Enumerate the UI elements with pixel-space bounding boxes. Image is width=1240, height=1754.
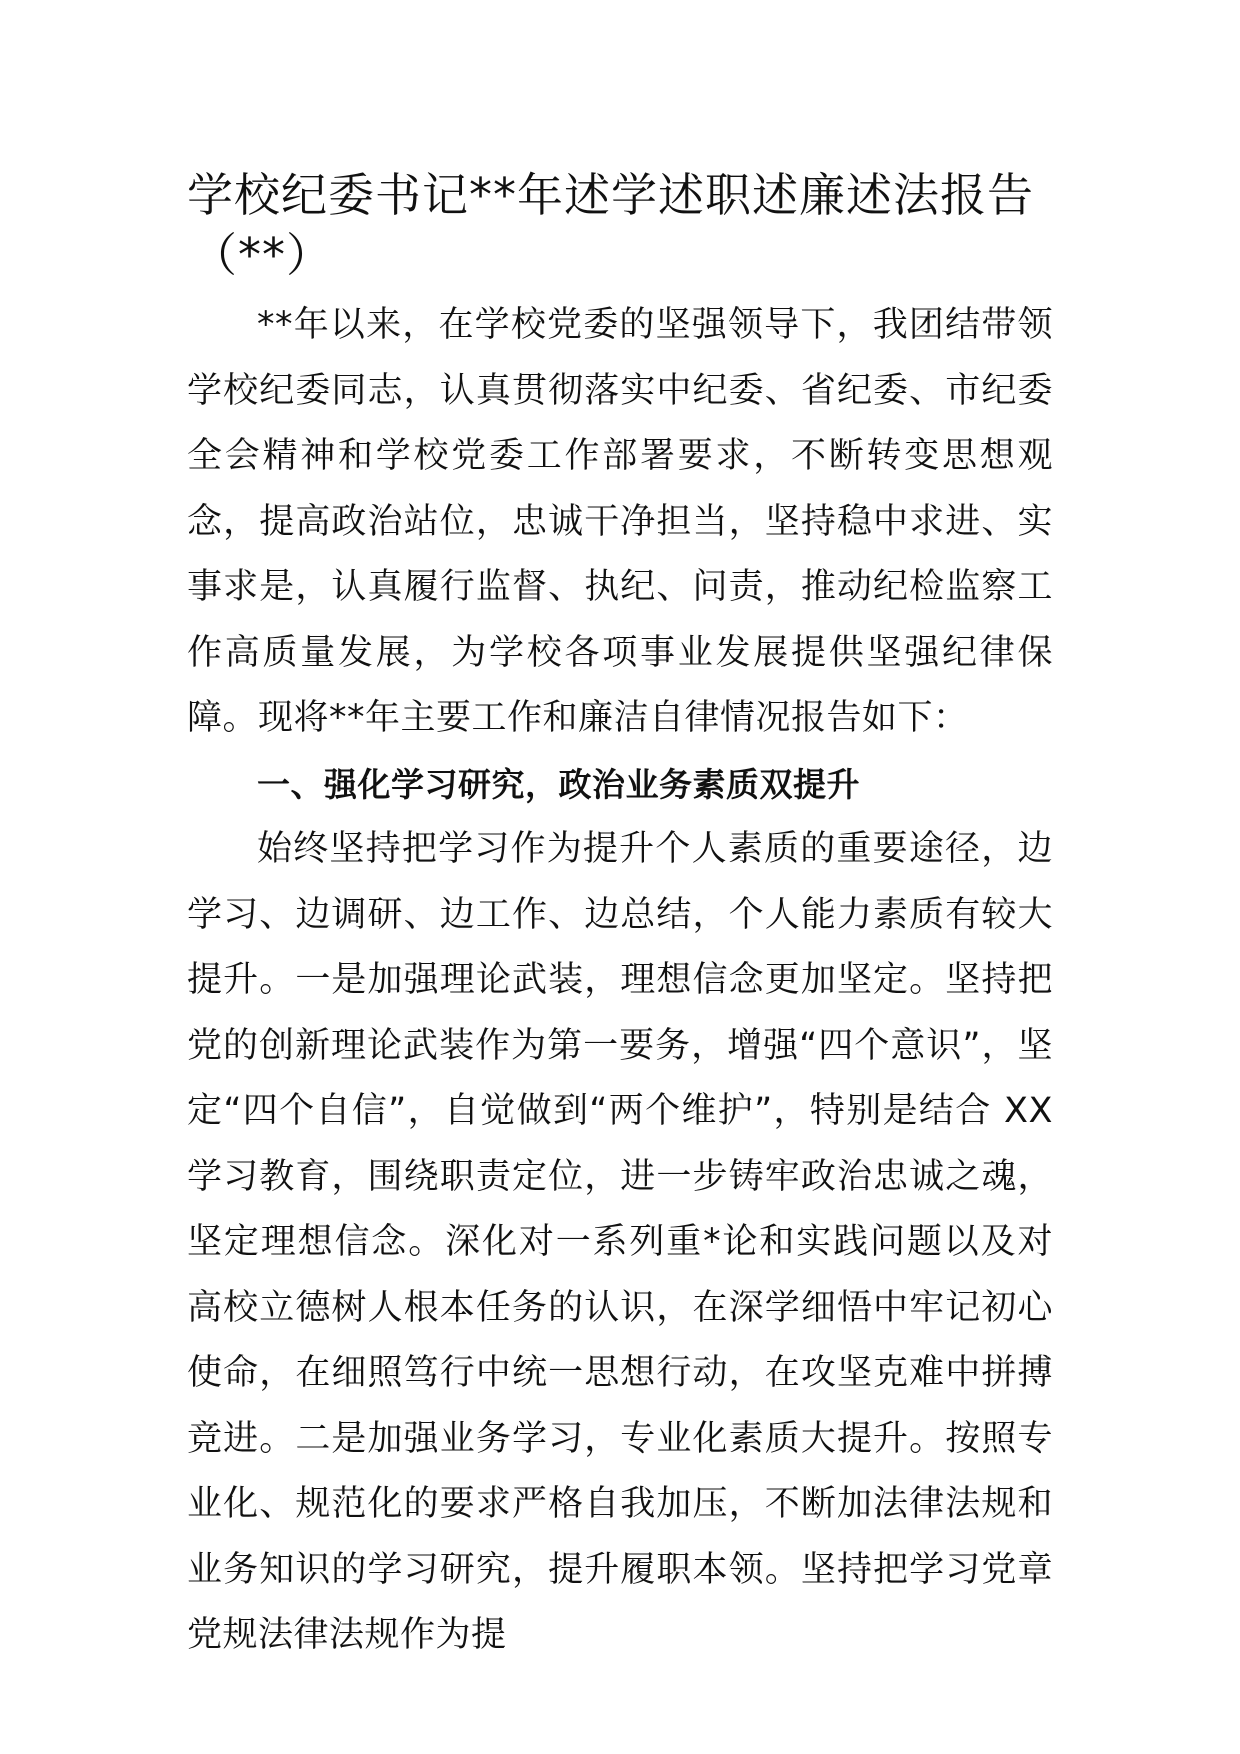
section-heading-1: 一、强化学习研究，政治业务素质双提升	[257, 764, 860, 804]
document-title	[187, 165, 1053, 285]
document-body	[187, 165, 1053, 1669]
title-line-1: 学校纪委书记**年述学述职述廉述法报告	[187, 168, 1034, 222]
title-line-2: （**）	[191, 228, 333, 282]
intro-paragraph: **年以来，在学校党委的坚强领导下，我团结带领学校纪委同志，认真贯彻落实中纪委、省纪委、市纪委全会精神和学校党委工作部署要求，不断转变思想观念，提高政治站位，忠诚干净担当，坚持稳中求进、实事求是，认真履行监督、执纪、问责，推动纪检监察工作高质量发展，为学校各项事业发展提供坚强纪律保障。现将**年主要工作和廉洁自律情况报告如下：	[187, 305, 1053, 738]
section-1-paragraph: 始终坚持把学习作为提升个人素质的重要途径，边学习、边调研、边工作、边总结，个人能力素质有较大提升。一是加强理论武装，理想信念更加坚定。坚持把党的创新理论武装作为第一要务，增强“四个意识”，坚定“四个自信”，自觉做到“两个维护”，特别是结合 XX 学习教育，围绕职责定位，进一步铸牢政治忠诚之魂，坚定理想信念。深化对一系列重*论和实践问题以及对高校立德树人根本任务的认识，在深学细悟中牢记初心使命，在细照笃行中统一思想行动，在攻坚克难中拼搏竞进。二是加强业务学习，专业化素质大提升。按照专业化、规范化的要求严格自我加压，不断加法律法规和业务知识的学习研究，提升履职本领。坚持把学习党章党规法律法规作为提	[187, 829, 1053, 1655]
